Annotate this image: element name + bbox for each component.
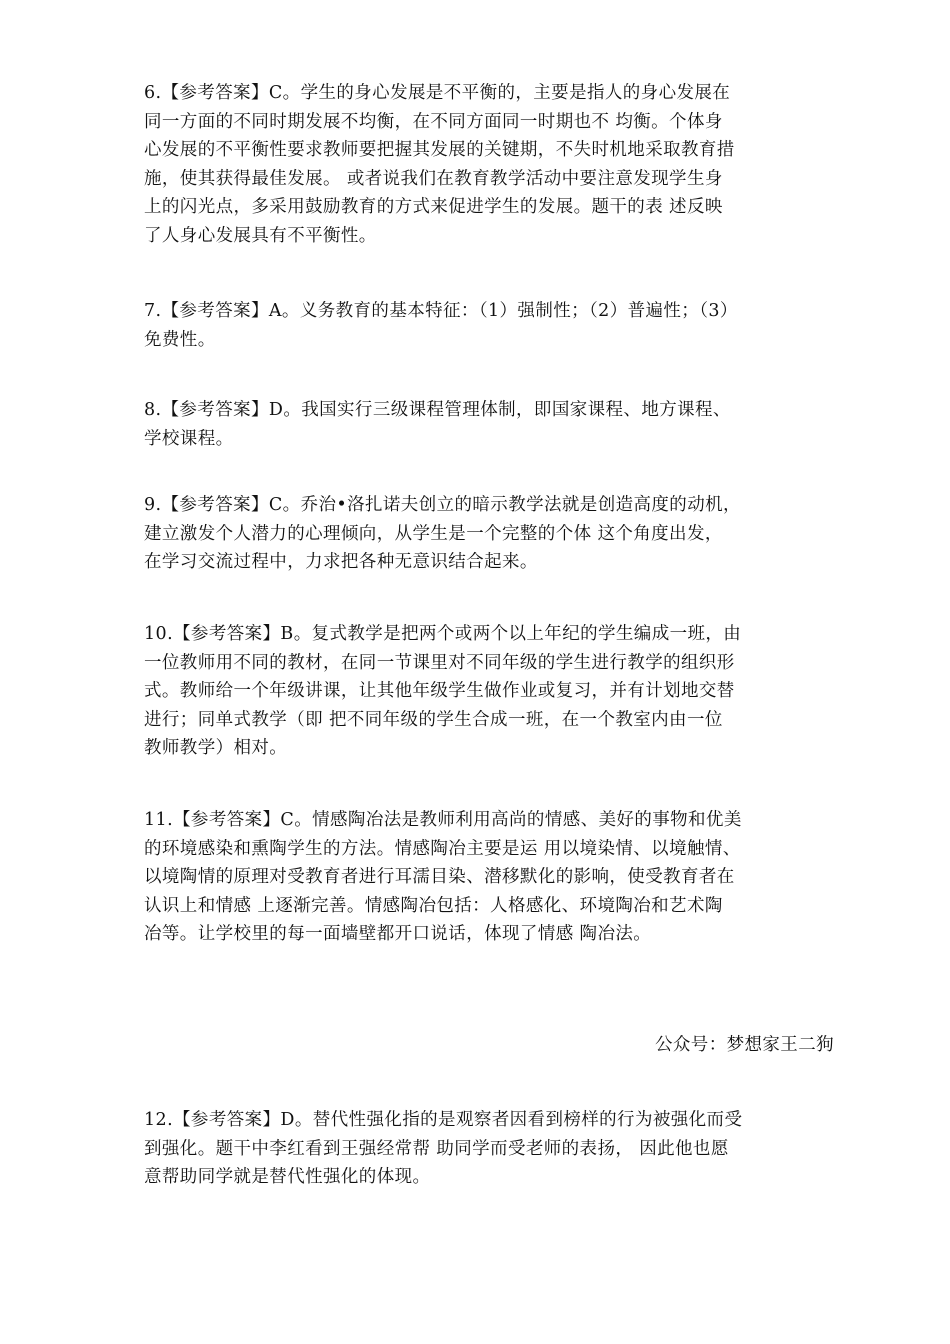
answer-line: 10.【参考答案】B。复式教学是把两个或两个以上年纪的学生编成一班，由 xyxy=(144,624,742,644)
answer-6 xyxy=(144,79,814,250)
answer-line: 7.【参考答案】A。义务教育的基本特征：（1）强制性；（2）普遍性；（3） xyxy=(144,301,738,321)
answer-line: 式。教师给一个年级讲课，让其他年级学生做作业或复习，并有计划地交替 xyxy=(144,681,735,701)
answer-line: 冶等。让学校里的每一面墙壁都开口说话，体现了情感 陶冶法。 xyxy=(144,924,652,944)
answer-9 xyxy=(144,491,814,577)
answer-line: 心发展的不平衡性要求教师要把握其发展的关键期，不失时机地采取教育措 xyxy=(144,140,735,160)
answer-line: 8.【参考答案】D。我国实行三级课程管理体制，即国家课程、地方课程、 xyxy=(144,400,731,420)
answer-line: 进行；同单式教学（即 把不同年级的学生合成一班，在一个教室内由一位 xyxy=(144,709,723,730)
answer-line: 了人身心发展具有不平衡性。 xyxy=(144,225,377,246)
answer-line: 6.【参考答案】C。学生的身心发展是不平衡的，主要是指人的身心发展在 xyxy=(144,83,731,103)
answer-line: 以境陶情的原理对受教育者进行耳濡目染、潜移默化的影响，使受教育者在 xyxy=(144,867,735,887)
answer-line: 学校课程。 xyxy=(144,428,234,449)
answer-line: 建立激发个人潜力的心理倾向，从学生是一个完整的个体 这个角度出发， xyxy=(144,523,723,544)
answer-line: 教师教学）相对。 xyxy=(144,738,288,758)
answer-line: 同一方面的不同时期发展不均衡，在不同方面同一时期也不 均衡。个体身 xyxy=(144,111,723,132)
answer-line: 12.【参考答案】D。替代性强化指的是观察者因看到榜样的行为被强化而受 xyxy=(144,1110,743,1130)
answer-line: 9.【参考答案】C。乔治•洛扎诺夫创立的暗示教学法就是创造高度的动机， xyxy=(144,495,741,515)
answer-line: 一位教师用不同的教材，在同一节课里对不同年级的学生进行教学的组织形 xyxy=(144,652,735,673)
answer-11 xyxy=(144,806,814,949)
answer-line: 上的闪光点，多采用鼓励教育的方式来促进学生的发展。题干的表 述反映 xyxy=(144,197,723,217)
answer-line: 到强化。题干中李红看到王强经常帮 助同学而受老师的表扬， 因此他也愿 xyxy=(144,1138,729,1159)
answer-line: 意帮助同学就是替代性强化的体现。 xyxy=(144,1167,431,1187)
answer-line: 的环境感染和熏陶学生的方法。情感陶冶主要是运 用以境染情、以境触情、 xyxy=(144,838,741,859)
answer-line: 免费性。 xyxy=(144,329,216,350)
answer-10 xyxy=(144,620,814,763)
answer-12 xyxy=(144,1106,814,1192)
answer-line: 11.【参考答案】C。情感陶冶法是教师利用高尚的情感、美好的事物和优美 xyxy=(144,810,742,830)
answer-7 xyxy=(144,297,814,354)
signature-text: 公众号：梦想家王二狗 xyxy=(655,1035,834,1055)
answer-line: 施，使其获得最佳发展。 或者说我们在教育教学活动中要注意发现学生身 xyxy=(144,168,723,189)
answer-line: 在学习交流过程中，力求把各种无意识结合起来。 xyxy=(144,552,538,572)
answer-8 xyxy=(144,396,814,453)
answer-line: 认识上和情感 上逐渐完善。情感陶冶包括：人格感化、环境陶冶和艺术陶 xyxy=(144,895,723,916)
